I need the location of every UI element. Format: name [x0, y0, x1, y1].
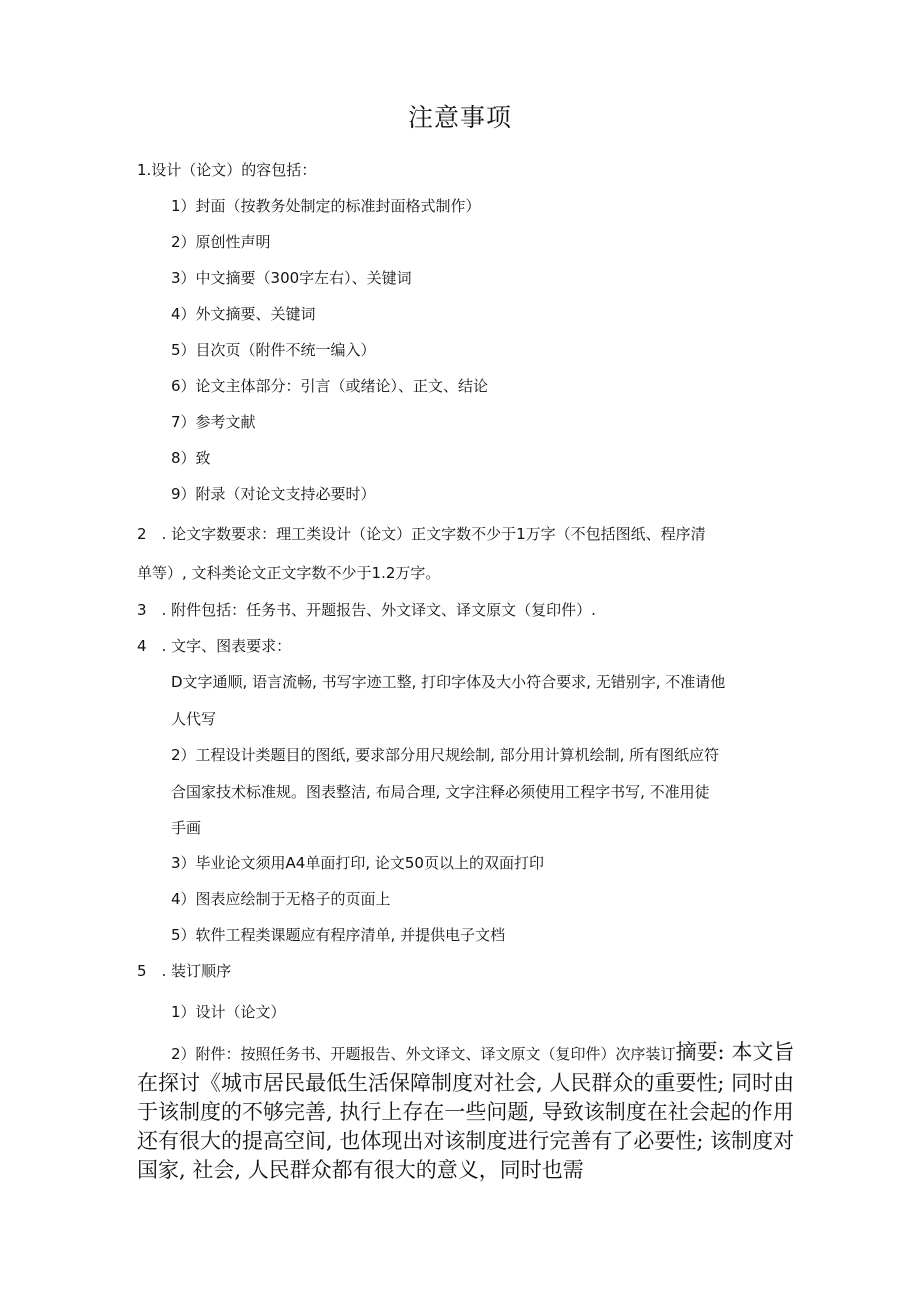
section-1-heading: 1.设计（论文）的容包括：: [137, 161, 317, 179]
list-item: 4）外文摘要、关键词: [171, 305, 316, 323]
section-2-continuation: 单等）, 文科类论文正文字数不少于1.2万字。: [137, 564, 441, 582]
abstract-paragraph: [137, 1038, 797, 1185]
section-2-heading: 2 . 论文字数要求：理工类设计（论文）正文字数不少于1万字（不包括图纸、程序清: [137, 525, 706, 543]
abstract-text: 摘要: 本文旨在探讨《城市居民最低生活保障制度对社会, 人民群众的重要性; 同时由于该制度的不够完善, 执行上存在一些问题, 导致该制度在社会起的作用还有很大的提高空间, 也体现出对该制度进行完善有了必要性; 该制度对国家, 社会, 人民群众都有很大的意义，同时也需: [137, 1040, 795, 1182]
list-item-continuation: 人代写: [171, 710, 217, 728]
list-item: 6）论文主体部分：引言（或绪论）、正文、结论: [171, 377, 489, 395]
section-3-heading: 3 . 附件包括：任务书、开题报告、外文译文、译文原文（复印件）.: [137, 601, 596, 619]
list-item: 4）图表应绘制于无格子的页面上: [171, 890, 391, 908]
list-item: 5）软件工程类课题应有程序清单, 并提供电子文档: [171, 926, 506, 944]
page-title: 注意事项: [407, 103, 512, 132]
list-item: 2）工程设计类题目的图纸, 要求部分用尺规绘制, 部分用计算机绘制, 所有图纸应符: [171, 746, 720, 764]
list-item: 5）目次页（附件不统一编入）: [171, 341, 376, 359]
list-item: 8）致: [171, 449, 211, 467]
list-item: 9）附录（对论文支持必要时）: [171, 485, 376, 503]
list-item: D文字通顺, 语言流畅, 书写字迹工整, 打印字体及大小符合要求, 无错别字, 不准请他: [171, 673, 726, 691]
list-item: 7）参考文献: [171, 413, 256, 431]
list-item-continuation: 合国家技术标准规。图表整洁, 布局合理, 文字注释必须使用工程字书写, 不准用徒: [171, 783, 710, 801]
list-item: 1）封面（按教务处制定的标准封面格式制作）: [171, 197, 481, 215]
list-item: 2）附件：按照任务书、开题报告、外文译文、译文原文（复印件）次序装订: [171, 1045, 676, 1063]
list-item: 2）原创性声明: [171, 233, 271, 251]
list-item: 3）毕业论文须用A4单面打印, 论文50页以上的双面打印: [171, 854, 544, 872]
list-item: 3）中文摘要（300字左右）、关键词: [171, 269, 412, 287]
list-item-continuation: 手画: [171, 819, 202, 837]
section-4-heading: 4 . 文字、图表要求：: [137, 637, 292, 655]
list-item: 1）设计（论文）: [171, 1003, 286, 1021]
section-5-heading: 5 . 装订顺序: [137, 962, 232, 980]
